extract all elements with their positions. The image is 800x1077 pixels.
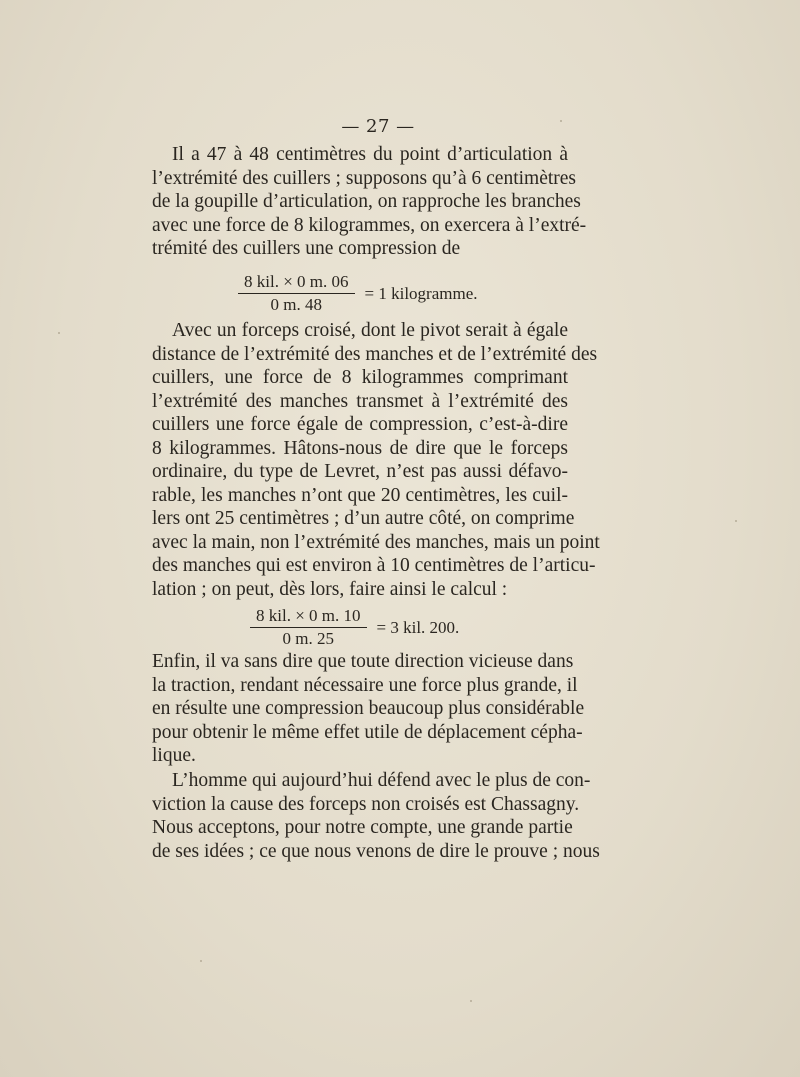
paper-speck [735, 520, 737, 522]
fraction-numerator: 8 kil. × 0 m. 10 [250, 606, 367, 628]
text-line: Enfin, il va sans dire que toute direction vicieuse dans [152, 651, 574, 672]
text-line: rable, les manches n’ont que 20 centimètres, les cuil- [152, 484, 568, 506]
fraction [238, 272, 355, 315]
text-line: Avec un forceps croisé, dont le pivot serait à égale [172, 320, 568, 341]
formula-2 [250, 606, 459, 649]
text-line: cuillers, une force de 8 kilogrammes comprimant [152, 367, 568, 388]
fraction-denominator: 0 m. 25 [282, 629, 334, 648]
paragraph-1 [152, 143, 587, 261]
paper-speck [200, 960, 202, 962]
paper-speck [58, 332, 60, 334]
text-line: avec la main, non l’extrémité des manches, mais un point [152, 531, 600, 553]
text-line: de la goupille d’articulation, on rapproche les branches [152, 191, 581, 212]
text-line: l’extrémité des cuillers ; supposons qu’à 6 centimètres [152, 167, 577, 189]
paper-speck [470, 1000, 472, 1002]
text-line: avec une force de 8 kilogrammes, on exercera à l’extré- [152, 214, 587, 236]
text-line: viction la cause des forceps non croisés est Chassagny. [152, 793, 580, 815]
paragraph-4 [152, 769, 600, 863]
text-line: des manches qui est environ à 10 centimètres de l’articu- [152, 555, 596, 576]
paragraph-2 [152, 319, 600, 601]
formula-result: = 3 kil. 200. [376, 617, 460, 637]
text-line: lers ont 25 centimètres ; d’un autre côté, on comprime [152, 508, 575, 529]
formula-1 [238, 272, 478, 315]
text-line: 8 kilogrammes. Hâtons-nous de dire que le forceps [152, 437, 568, 459]
text-line: trémité des cuillers une compression de [152, 238, 461, 259]
paragraph-3 [152, 650, 585, 768]
text-line: en résulte une compression beaucoup plus considérable [152, 698, 585, 719]
fraction-denominator: 0 m. 48 [270, 295, 322, 314]
text-line: cuillers une force égale de compression, c’est-à-dire [152, 414, 568, 435]
fraction [250, 606, 367, 649]
text-line: ordinaire, du type de Levret, n’est pas aussi défavo- [152, 461, 568, 482]
paper-speck [560, 120, 562, 122]
text-line: de ses idées ; ce que nous venons de dire le prouve ; nous [152, 840, 600, 862]
text-line: distance de l’extrémité des manches et de l’extrémité des [152, 343, 598, 365]
fraction-numerator: 8 kil. × 0 m. 06 [238, 272, 355, 294]
formula-result: = 1 kilogramme. [364, 283, 478, 303]
text-line: L’homme qui aujourd’hui défend avec le plus de con- [172, 770, 591, 791]
page-number: — 27 — [341, 116, 415, 137]
text-line: l’extrémité des manches transmet à l’extrémité des [152, 390, 568, 412]
text-line: la traction, rendant nécessaire une force plus grande, il [152, 674, 578, 696]
text-line: Nous acceptons, pour notre compte, une grande partie [152, 817, 573, 838]
text-line: lation ; on peut, dès lors, faire ainsi le calcul : [152, 578, 508, 600]
text-line: pour obtenir le même effet utile de déplacement cépha- [152, 721, 583, 743]
text-line: Il a 47 à 48 centimètres du point d’articulation à [172, 144, 568, 165]
text-line: lique. [152, 745, 196, 766]
